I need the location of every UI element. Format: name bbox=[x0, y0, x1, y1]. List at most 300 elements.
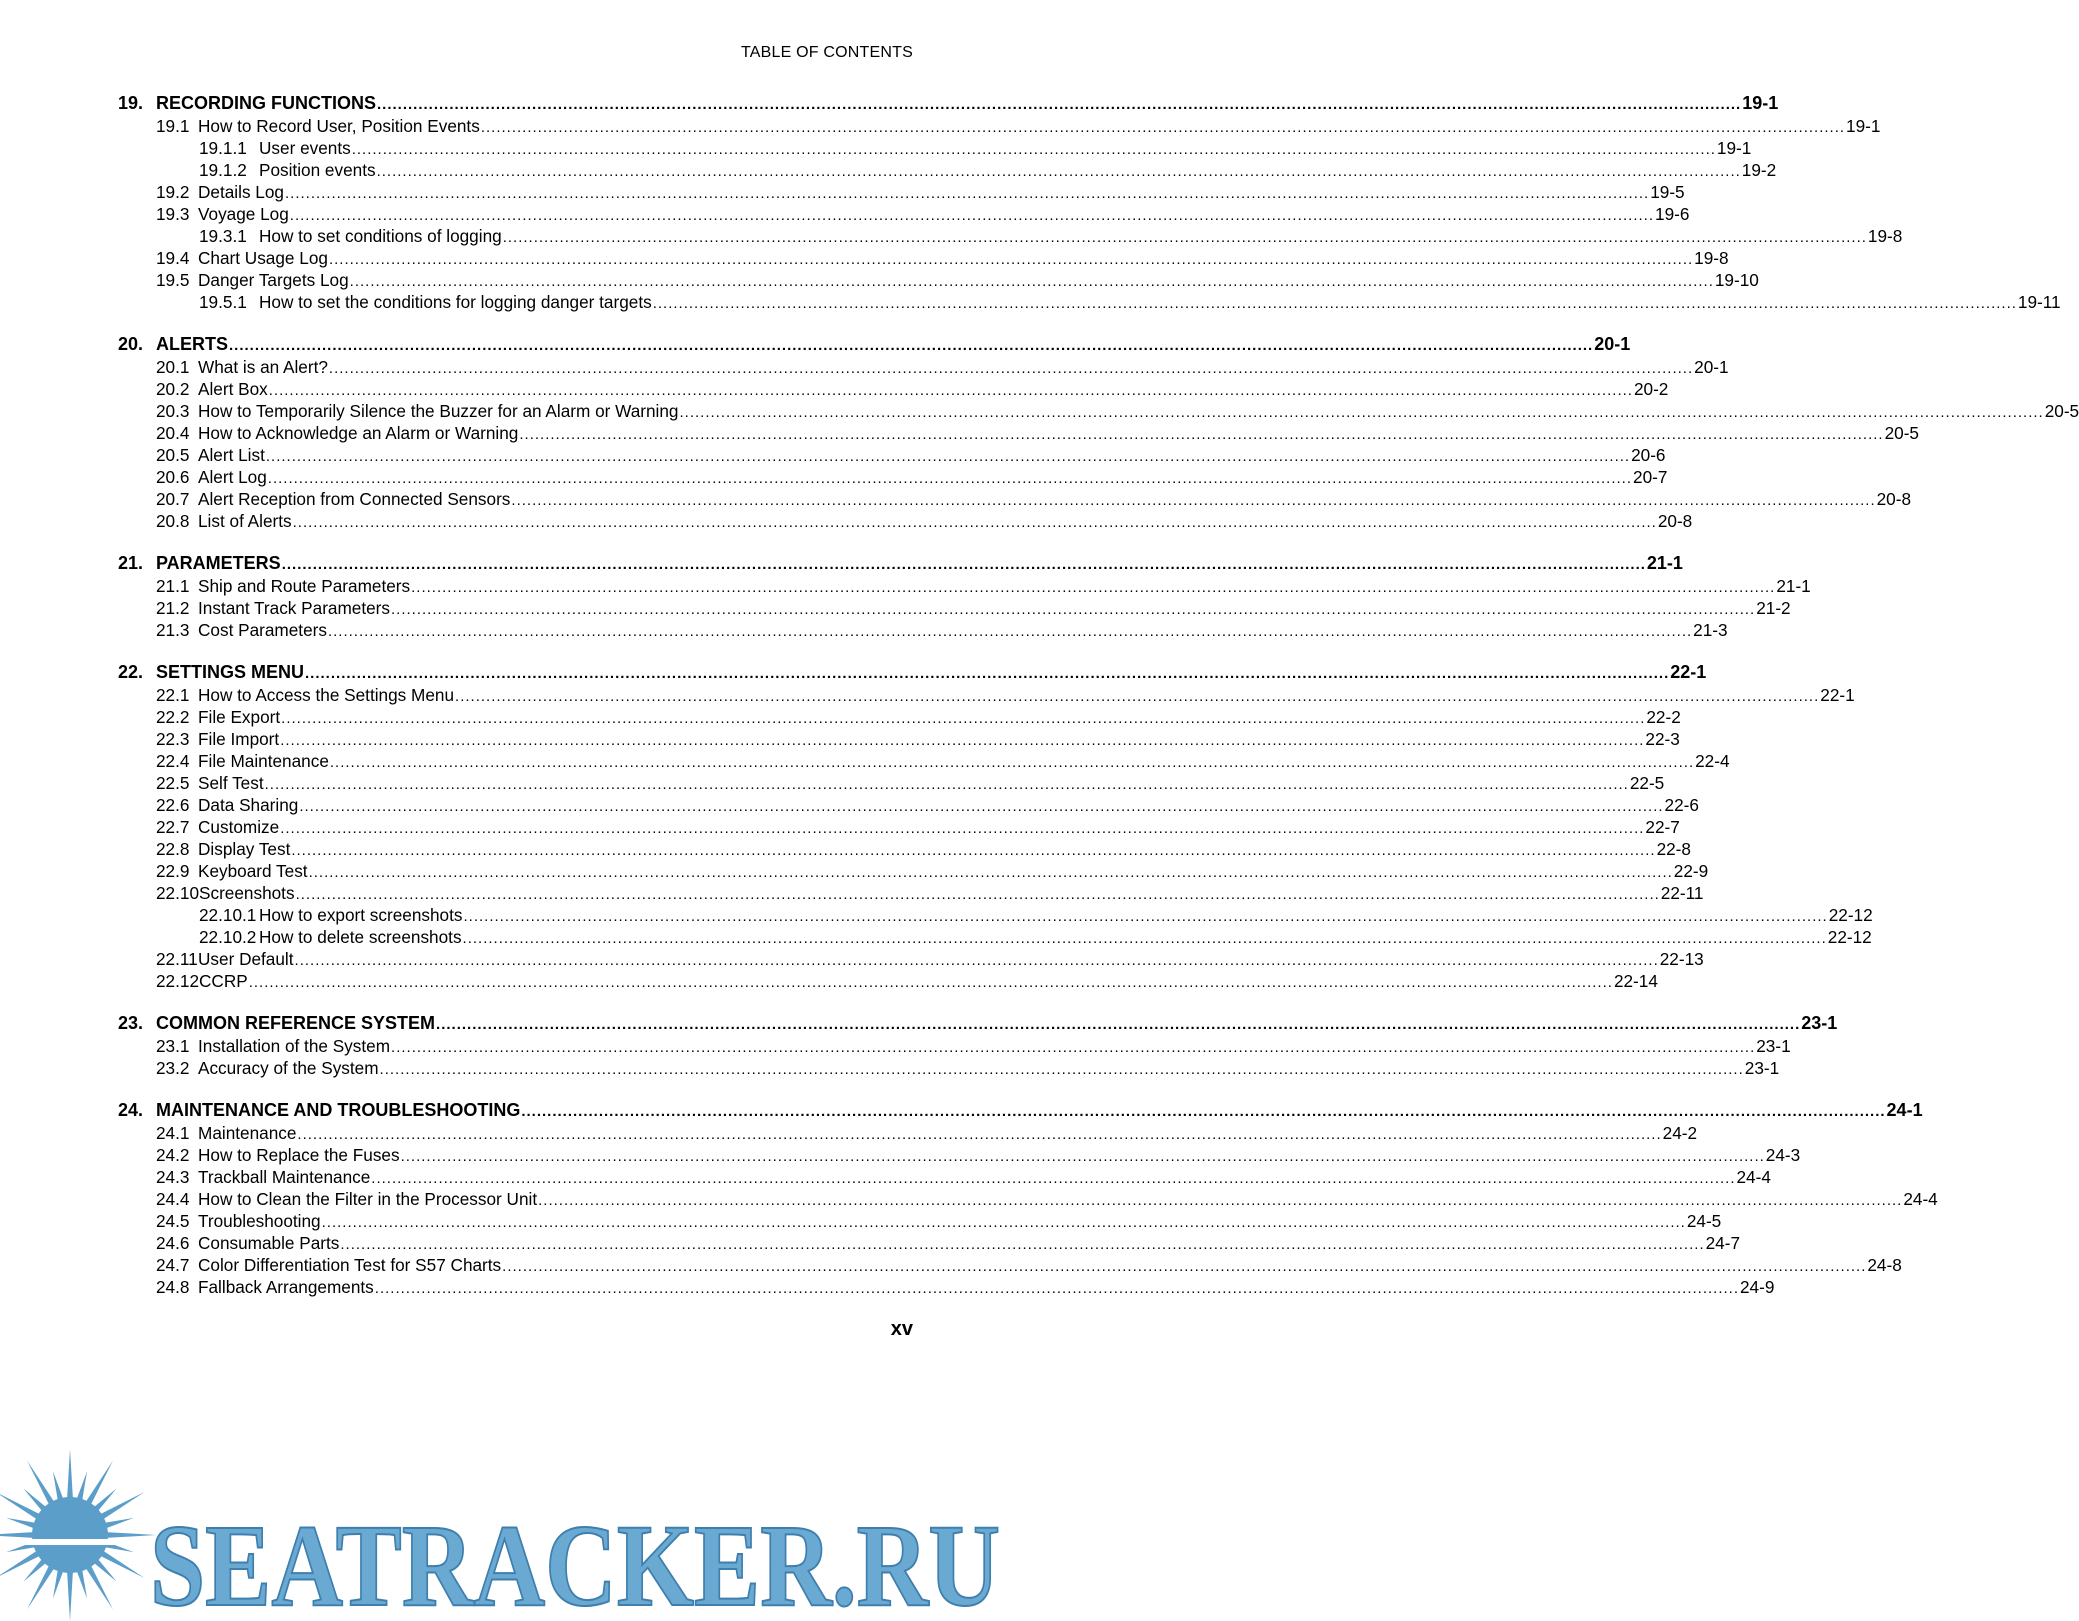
entry-page: 19-5 bbox=[1650, 182, 1685, 202]
toc-entry[interactable] bbox=[118, 597, 1791, 619]
entry-title: List of Alerts bbox=[198, 511, 292, 531]
dot-leader bbox=[511, 490, 1875, 512]
entry-label bbox=[156, 181, 284, 203]
entry-number: 22.7 bbox=[156, 817, 190, 837]
entry-label bbox=[156, 1188, 537, 1210]
entry-number: 19.1.1 bbox=[199, 138, 247, 158]
dot-leader bbox=[377, 161, 1741, 183]
entry-title: Trackball Maintenance bbox=[198, 1167, 371, 1187]
dot-leader bbox=[282, 554, 1646, 576]
entry-label bbox=[199, 159, 376, 181]
entry-label bbox=[156, 684, 454, 706]
running-head: TABLE OF CONTENTS bbox=[740, 44, 913, 61]
entry-page: 24-8 bbox=[1867, 1255, 1902, 1275]
entry-number: 20.7 bbox=[156, 489, 190, 509]
toc-entry[interactable] bbox=[118, 816, 1680, 838]
toc-entry[interactable] bbox=[118, 838, 1691, 860]
entry-label bbox=[156, 1144, 400, 1166]
dot-leader bbox=[295, 950, 1659, 972]
entry-title: How to Acknowledge an Alarm or Warning bbox=[198, 423, 519, 443]
dot-leader bbox=[391, 599, 1755, 621]
entry-number: 22.11 bbox=[156, 949, 198, 969]
toc-entry[interactable] bbox=[118, 948, 1704, 970]
entry-page: 23-1 bbox=[1756, 1036, 1791, 1056]
entry-title: How to Record User, Position Events bbox=[198, 116, 480, 136]
entry-number: 22.10 bbox=[156, 883, 200, 903]
chapter-number: 21. bbox=[118, 553, 144, 573]
entry-page: 23-1 bbox=[1744, 1058, 1780, 1078]
entry-number: 22.3 bbox=[156, 729, 190, 749]
dot-leader bbox=[268, 468, 1632, 490]
entry-page: 19-6 bbox=[1655, 204, 1690, 224]
entry-page: 24-9 bbox=[1740, 1277, 1775, 1297]
chapter-number: 20. bbox=[118, 334, 144, 354]
toc-entry[interactable] bbox=[118, 444, 1666, 466]
toc-entry[interactable] bbox=[118, 356, 1729, 378]
entry-label bbox=[156, 728, 279, 750]
toc-entry[interactable] bbox=[118, 619, 1728, 641]
entry-page: 20-8 bbox=[1657, 511, 1693, 531]
toc-chapter-heading[interactable] bbox=[118, 552, 1683, 574]
entry-number: 24.6 bbox=[156, 1233, 190, 1253]
toc-entry[interactable] bbox=[118, 926, 1872, 948]
toc-entry[interactable] bbox=[118, 422, 1919, 444]
entry-number: 19.1 bbox=[156, 116, 190, 136]
dot-leader bbox=[280, 818, 1644, 840]
entry-page: 22-14 bbox=[1613, 971, 1658, 991]
toc-chapter bbox=[118, 92, 2061, 313]
dot-leader bbox=[296, 884, 1660, 906]
chapter-number: 23. bbox=[118, 1013, 144, 1033]
entry-number: 24.5 bbox=[156, 1211, 190, 1231]
entry-label bbox=[199, 291, 652, 313]
entry-page: 22-5 bbox=[1629, 773, 1665, 793]
entry-title: Position events bbox=[259, 160, 376, 180]
entry-number: 21.2 bbox=[156, 598, 190, 618]
toc-entry[interactable] bbox=[118, 750, 1730, 772]
toc-entry[interactable] bbox=[118, 794, 1699, 816]
entry-page: 24-4 bbox=[1736, 1167, 1771, 1187]
dot-leader bbox=[481, 117, 1845, 139]
toc-chapter bbox=[118, 1012, 1838, 1079]
entry-label bbox=[156, 1276, 374, 1298]
toc-entry[interactable] bbox=[118, 181, 1685, 203]
toc-chapter bbox=[118, 552, 1811, 641]
entry-page: 19-1 bbox=[1716, 138, 1752, 158]
entry-title: Installation of the System bbox=[198, 1036, 391, 1056]
dot-leader bbox=[299, 796, 1663, 818]
entry-page: 21-1 bbox=[1776, 576, 1811, 596]
dot-leader bbox=[309, 862, 1673, 884]
toc-entry[interactable] bbox=[118, 860, 1709, 882]
chapter-title: PARAMETERS bbox=[156, 553, 281, 573]
entry-title: Chart Usage Log bbox=[198, 248, 328, 268]
entry-title: How to set the conditions for logging danger targets bbox=[259, 292, 652, 312]
entry-page: 22-1 bbox=[1820, 685, 1855, 705]
dot-leader bbox=[352, 139, 1716, 161]
dot-leader bbox=[269, 380, 1633, 402]
chapter-label bbox=[118, 333, 228, 355]
toc-chapter-heading[interactable] bbox=[118, 1012, 1838, 1034]
entry-number: 22.5 bbox=[156, 773, 190, 793]
entry-title: Cost Parameters bbox=[198, 620, 327, 640]
dot-leader bbox=[290, 205, 1654, 227]
entry-label bbox=[199, 137, 351, 159]
toc-entry[interactable] bbox=[118, 203, 1690, 225]
entry-title: How to Clean the Filter in the Processor Unit bbox=[198, 1189, 538, 1209]
entry-number: 20.2 bbox=[156, 379, 190, 399]
entry-number: 20.6 bbox=[156, 467, 190, 487]
entry-title: How to Temporarily Silence the Buzzer for an Alarm or Warning bbox=[198, 401, 679, 421]
entry-page: 22-12 bbox=[1828, 905, 1873, 925]
entry-number: 20.8 bbox=[156, 511, 190, 531]
toc-entry[interactable] bbox=[118, 400, 2079, 422]
dot-leader bbox=[377, 94, 1741, 116]
toc-chapter-heading[interactable] bbox=[118, 92, 1779, 114]
entry-page: 20-6 bbox=[1631, 445, 1666, 465]
entry-label bbox=[156, 794, 298, 816]
entry-label bbox=[156, 422, 518, 444]
entry-label bbox=[199, 926, 462, 948]
entry-number: 24.4 bbox=[156, 1189, 190, 1209]
entry-label bbox=[156, 1122, 296, 1144]
entry-title: How to set conditions of logging bbox=[259, 226, 502, 246]
toc-chapter-heading[interactable] bbox=[118, 1099, 1923, 1121]
entry-number: 22.4 bbox=[156, 751, 190, 771]
entry-title: How to Replace the Fuses bbox=[198, 1145, 400, 1165]
dot-leader bbox=[322, 1212, 1686, 1234]
entry-label bbox=[156, 115, 480, 137]
toc-entry[interactable] bbox=[118, 378, 1669, 400]
toc-entry[interactable] bbox=[118, 684, 1855, 706]
entry-number: 19.5 bbox=[156, 270, 190, 290]
entry-title: File Export bbox=[198, 707, 281, 727]
dot-leader bbox=[293, 512, 1657, 534]
entry-title: Alert Box bbox=[198, 379, 268, 399]
entry-label bbox=[156, 510, 292, 532]
entry-label bbox=[156, 247, 328, 269]
entry-number: 21.1 bbox=[156, 576, 190, 596]
toc-entry[interactable] bbox=[118, 159, 1777, 181]
entry-title: Alert List bbox=[198, 445, 265, 465]
dot-leader bbox=[411, 577, 1775, 599]
toc-entry[interactable] bbox=[118, 706, 1681, 728]
entry-number: 19.5.1 bbox=[199, 292, 247, 312]
entry-number: 24.1 bbox=[156, 1123, 190, 1143]
entry-label bbox=[156, 772, 264, 794]
entry-title: How to delete screenshots bbox=[259, 927, 462, 947]
toc-entry[interactable] bbox=[118, 510, 1693, 532]
entry-label bbox=[156, 269, 349, 291]
entry-page: 24-2 bbox=[1662, 1123, 1698, 1143]
chapter-title: RECORDING FUNCTIONS bbox=[156, 93, 376, 113]
entry-number: 24.7 bbox=[156, 1255, 190, 1275]
entry-title: Maintenance bbox=[198, 1123, 297, 1143]
entry-label bbox=[156, 948, 294, 970]
toc-entry[interactable] bbox=[118, 1232, 1741, 1254]
entry-page: 20-1 bbox=[1694, 357, 1729, 377]
entry-label bbox=[156, 882, 295, 904]
entry-page: 20-5 bbox=[2044, 401, 2079, 421]
chapter-page: 21-1 bbox=[1646, 553, 1683, 573]
dot-leader bbox=[328, 621, 1692, 643]
dot-leader bbox=[330, 752, 1694, 774]
toc-entry[interactable] bbox=[118, 1057, 1780, 1079]
dot-leader bbox=[340, 1234, 1704, 1256]
toc-entry[interactable] bbox=[118, 728, 1680, 750]
entry-page: 22-8 bbox=[1656, 839, 1691, 859]
dot-leader bbox=[375, 1278, 1739, 1300]
entry-number: 20.5 bbox=[156, 445, 190, 465]
entry-number: 24.2 bbox=[156, 1145, 190, 1165]
entry-label bbox=[156, 1166, 370, 1188]
toc-entry[interactable] bbox=[118, 970, 1658, 992]
toc-entry[interactable] bbox=[118, 772, 1665, 794]
toc-entry[interactable] bbox=[118, 1166, 1771, 1188]
toc-chapter-heading[interactable] bbox=[118, 333, 1631, 355]
entry-title: Accuracy of the System bbox=[198, 1058, 379, 1078]
entry-page: 22-11 bbox=[1660, 883, 1704, 903]
entry-page: 24-4 bbox=[1903, 1189, 1938, 1209]
entry-number: 23.1 bbox=[156, 1036, 190, 1056]
entry-page: 24-3 bbox=[1765, 1145, 1801, 1165]
entry-label bbox=[156, 619, 327, 641]
entry-title: CCRP bbox=[199, 971, 248, 991]
entry-title: Details Log bbox=[198, 182, 284, 202]
entry-title: Data Sharing bbox=[198, 795, 299, 815]
entry-title: File Maintenance bbox=[198, 751, 329, 771]
entry-title: What is an Alert? bbox=[198, 357, 328, 377]
toc-entry[interactable] bbox=[118, 488, 1912, 510]
entry-label bbox=[156, 706, 280, 728]
chapter-label bbox=[118, 92, 376, 114]
entry-page: 19-10 bbox=[1714, 270, 1759, 290]
watermark-logo bbox=[0, 1420, 1009, 1621]
entry-number: 20.1 bbox=[156, 357, 190, 377]
entry-title: Keyboard Test bbox=[198, 861, 308, 881]
entry-number: 22.1 bbox=[156, 685, 190, 705]
entry-label bbox=[156, 400, 679, 422]
toc-entry[interactable] bbox=[118, 575, 1811, 597]
entry-title: User Default bbox=[198, 949, 294, 969]
chapter-page: 22-1 bbox=[1670, 662, 1707, 682]
dot-leader bbox=[380, 1059, 1744, 1081]
entry-page: 22-2 bbox=[1646, 707, 1681, 727]
entry-number: 22.12 bbox=[156, 971, 200, 991]
entry-page: 22-13 bbox=[1659, 949, 1704, 969]
toc-entry[interactable] bbox=[118, 1035, 1791, 1057]
chapter-number: 22. bbox=[118, 662, 144, 682]
dot-leader bbox=[521, 1101, 1885, 1123]
entry-label bbox=[156, 860, 308, 882]
entry-page: 20-7 bbox=[1633, 467, 1668, 487]
sun-icon bbox=[0, 1449, 156, 1621]
dot-leader bbox=[266, 446, 1630, 468]
entry-label bbox=[156, 750, 329, 772]
entry-label bbox=[156, 466, 267, 488]
dot-leader bbox=[538, 1190, 1902, 1212]
chapter-page: 24-1 bbox=[1886, 1100, 1923, 1120]
entry-label bbox=[156, 1057, 379, 1079]
dot-leader bbox=[463, 928, 1827, 950]
entry-number: 19.4 bbox=[156, 248, 190, 268]
entry-page: 24-5 bbox=[1686, 1211, 1722, 1231]
dot-leader bbox=[436, 1014, 1800, 1036]
entry-page: 21-3 bbox=[1693, 620, 1728, 640]
chapter-title: SETTINGS MENU bbox=[156, 662, 305, 682]
chapter-label bbox=[118, 552, 281, 574]
watermark-text: SEATRACKER.RU bbox=[150, 1500, 1000, 1621]
entry-title: User events bbox=[259, 138, 351, 158]
toc-entry[interactable] bbox=[118, 247, 1729, 269]
toc-entry[interactable] bbox=[118, 1254, 1902, 1276]
entry-number: 19.3.1 bbox=[199, 226, 247, 246]
entry-number: 23.2 bbox=[156, 1058, 190, 1078]
entry-page: 22-4 bbox=[1695, 751, 1730, 771]
dot-leader bbox=[371, 1168, 1735, 1190]
entry-title: Consumable Parts bbox=[198, 1233, 340, 1253]
entry-page: 21-2 bbox=[1756, 598, 1791, 618]
toc-entry[interactable] bbox=[118, 1210, 1722, 1232]
entry-title: How to Access the Settings Menu bbox=[198, 685, 455, 705]
entry-title: Instant Track Parameters bbox=[198, 598, 390, 618]
entry-title: Troubleshooting bbox=[198, 1211, 321, 1231]
toc-entry[interactable] bbox=[118, 1144, 1801, 1166]
entry-number: 22.9 bbox=[156, 861, 190, 881]
toc-entry[interactable] bbox=[118, 269, 1759, 291]
chapter-page: 20-1 bbox=[1594, 334, 1631, 354]
entry-page: 20-5 bbox=[1884, 423, 1919, 443]
dot-leader bbox=[305, 663, 1669, 685]
entry-title: Alert Log bbox=[198, 467, 267, 487]
entry-label bbox=[199, 225, 502, 247]
dot-leader bbox=[329, 358, 1693, 380]
entry-number: 22.10.2 bbox=[199, 927, 257, 947]
chapter-page: 23-1 bbox=[1801, 1013, 1838, 1033]
dot-leader bbox=[280, 730, 1644, 752]
entry-page: 20-2 bbox=[1633, 379, 1669, 399]
entry-page: 20-8 bbox=[1876, 489, 1912, 509]
entry-number: 19.3 bbox=[156, 204, 190, 224]
chapter-number: 24. bbox=[118, 1100, 144, 1120]
entry-page: 22-6 bbox=[1664, 795, 1699, 815]
chapter-label bbox=[118, 661, 304, 683]
chapter-page: 19-1 bbox=[1742, 93, 1779, 113]
entry-title: Display Test bbox=[198, 839, 291, 859]
entry-title: Ship and Route Parameters bbox=[198, 576, 411, 596]
chapter-number: 19. bbox=[118, 93, 144, 113]
entry-page: 22-9 bbox=[1673, 861, 1709, 881]
entry-title: Screenshots bbox=[199, 883, 295, 903]
entry-page: 22-7 bbox=[1645, 817, 1680, 837]
toc-entry[interactable] bbox=[118, 1122, 1698, 1144]
toc-entry[interactable] bbox=[118, 225, 1903, 247]
entry-page: 22-12 bbox=[1827, 927, 1872, 947]
entry-title: Self Test bbox=[198, 773, 264, 793]
toc-entry[interactable] bbox=[118, 137, 1752, 159]
chapter-label bbox=[118, 1012, 435, 1034]
toc-entry[interactable] bbox=[118, 1276, 1775, 1298]
entry-title: Color Differentiation Test for S57 Charts bbox=[198, 1255, 502, 1275]
dot-leader bbox=[455, 686, 1819, 708]
toc-chapter-heading[interactable] bbox=[118, 661, 1707, 683]
entry-number: 19.1.2 bbox=[199, 160, 247, 180]
entry-label bbox=[156, 444, 265, 466]
entry-label bbox=[156, 488, 510, 510]
dot-leader bbox=[519, 424, 1883, 446]
entry-page: 19-8 bbox=[1867, 226, 1903, 246]
entry-number: 19.2 bbox=[156, 182, 190, 202]
entry-title: Voyage Log bbox=[198, 204, 289, 224]
entry-number: 22.6 bbox=[156, 795, 190, 815]
entry-page: 19-8 bbox=[1694, 248, 1729, 268]
entry-label bbox=[156, 1035, 390, 1057]
dot-leader bbox=[502, 1256, 1866, 1278]
entry-page: 19-1 bbox=[1846, 116, 1881, 136]
entry-number: 22.2 bbox=[156, 707, 190, 727]
toc-entry[interactable] bbox=[118, 882, 1704, 904]
entry-title: File Import bbox=[198, 729, 280, 749]
entry-title: Customize bbox=[198, 817, 280, 837]
toc-chapter bbox=[118, 661, 1873, 992]
dot-leader bbox=[229, 335, 1593, 357]
entry-title: Alert Reception from Connected Sensors bbox=[198, 489, 511, 509]
entry-number: 24.3 bbox=[156, 1167, 190, 1187]
entry-number: 22.8 bbox=[156, 839, 190, 859]
chapter-title: COMMON REFERENCE SYSTEM bbox=[156, 1013, 436, 1033]
dot-leader bbox=[401, 1146, 1765, 1168]
entry-label bbox=[156, 1232, 339, 1254]
toc-chapter bbox=[118, 1099, 1938, 1298]
toc-entry[interactable] bbox=[118, 1188, 1938, 1210]
entry-label bbox=[156, 575, 410, 597]
entry-title: How to export screenshots bbox=[259, 905, 463, 925]
entry-page: 24-7 bbox=[1705, 1233, 1741, 1253]
chapter-label bbox=[118, 1099, 520, 1121]
toc-entry[interactable] bbox=[118, 904, 1873, 926]
entry-number: 22.10.1 bbox=[199, 905, 257, 925]
chapter-title: ALERTS bbox=[156, 334, 228, 354]
toc-entry[interactable] bbox=[118, 466, 1668, 488]
entry-number: 21.3 bbox=[156, 620, 190, 640]
entry-number: 20.4 bbox=[156, 423, 190, 443]
entry-page: 19-2 bbox=[1741, 160, 1777, 180]
entry-label bbox=[156, 203, 289, 225]
dot-leader bbox=[463, 906, 1827, 928]
dot-leader bbox=[285, 183, 1649, 205]
toc-entry[interactable] bbox=[118, 115, 1881, 137]
dot-leader bbox=[249, 972, 1613, 994]
entry-label bbox=[156, 597, 390, 619]
entry-label bbox=[156, 1254, 501, 1276]
entry-number: 24.8 bbox=[156, 1277, 190, 1297]
dot-leader bbox=[265, 774, 1629, 796]
entry-title: Fallback Arrangements bbox=[198, 1277, 374, 1297]
toc-entry[interactable] bbox=[118, 291, 2061, 313]
entry-label bbox=[156, 378, 268, 400]
entry-number: 20.3 bbox=[156, 401, 190, 421]
dot-leader bbox=[680, 402, 2044, 424]
entry-page: 22-3 bbox=[1645, 729, 1680, 749]
dot-leader bbox=[297, 1124, 1661, 1146]
toc-chapter bbox=[118, 333, 2079, 532]
dot-leader bbox=[291, 840, 1655, 862]
page-number: xv bbox=[890, 1318, 913, 1340]
dot-leader bbox=[503, 227, 1867, 249]
table-of-contents bbox=[118, 92, 2079, 1318]
entry-label bbox=[156, 816, 279, 838]
entry-label bbox=[156, 356, 328, 378]
